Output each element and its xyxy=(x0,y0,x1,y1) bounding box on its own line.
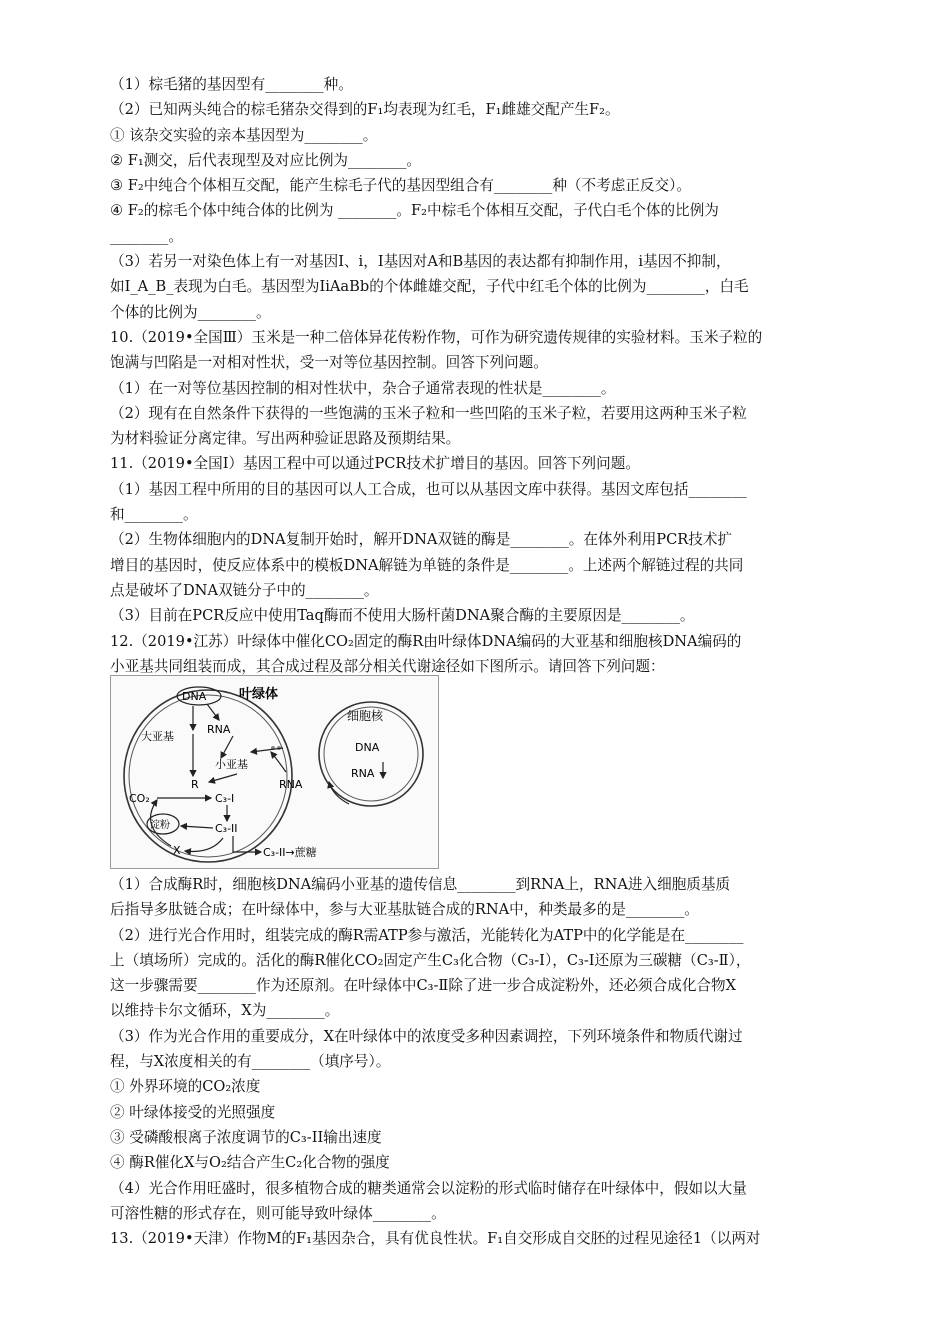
text-line: 为材料验证分离定律。写出两种验证思路及预期结果。 xyxy=(110,430,461,448)
text-line: 小亚基共同组装而成，其合成过程及部分相关代谢途径如下图所示。请回答下列问题： xyxy=(110,657,665,675)
text-line: 点是破坏了DNA双链分子中的________。 xyxy=(110,581,379,599)
text-line: 和________。 xyxy=(110,506,198,524)
question-12-title: 12.（2019•江苏）叶绿体中催化CO₂固定的酶R由叶绿体DNA编码的大亚基和细胞核DNA编码的 xyxy=(110,632,742,650)
text-line: 增目的基因时，使反应体系中的模板DNA解链为单链的条件是________。上述两个解链过程的共同 xyxy=(110,556,744,574)
text-line: 以维持卡尔文循环，X为________。 xyxy=(110,1002,340,1020)
question-10-title: 10.（2019•全国Ⅲ）玉米是一种二倍体异花传粉作物，可作为研究遗传规律的实验材料。玉米子粒的 xyxy=(110,328,763,346)
chloroplast-diagram xyxy=(110,675,439,869)
text-line: （3）目前在PCR反应中使用Taq酶而不使用大肠杆菌DNA聚合酶的主要原因是________。 xyxy=(110,607,695,625)
text-line: 上（填场所）完成的。活化的酶R催化CO₂固定产生C₃化合物（C₃-I），C₃-I还原为三碳糖（C₃-Ⅱ）， xyxy=(110,951,751,969)
text-line: （1）棕毛猪的基因型有________种。 xyxy=(110,76,353,93)
sucrose-export-label: C₃-II→蔗糖 xyxy=(263,846,317,859)
text-line: （2）现有在自然条件下获得的一些饱满的玉米子粒和一些凹陷的玉米子粒，若要用这两种玉米子粒 xyxy=(110,404,747,422)
co2-label: CO₂ xyxy=(129,792,150,805)
chloroplast-label: 叶绿体 xyxy=(239,687,279,702)
cytoplasm-rna-label: RNA xyxy=(279,778,303,791)
chloroplast-dna-label: DNA xyxy=(182,690,207,703)
text-line: 个体的比例为________。 xyxy=(110,303,271,321)
enzyme-r-label: R xyxy=(191,778,199,791)
text-line: 这一步骤需要________作为还原剂。在叶绿体中C₃-Ⅱ除了进一步合成淀粉外，还必须合成化合物X xyxy=(110,977,737,995)
text-line: （1）基因工程中所用的目的基因可以人工合成，也可以从基因文库中获得。基因文库包括________ xyxy=(110,480,747,498)
text-line: 可溶性糖的形式存在，则可能导致叶绿体________。 xyxy=(110,1204,446,1222)
question-13-title: 13.（2019•天津）作物M的F₁基因杂合，具有优良性状。F₁自交形成自交胚的过程见途径1（以两对 xyxy=(110,1230,761,1248)
text-line: （3）作为光合作用的重要成分，X在叶绿体中的浓度受多种因素调控，下列环境条件和物质代谢过 xyxy=(110,1027,743,1045)
compound-x-label: X xyxy=(173,844,181,857)
c3-i-label: C₃-I xyxy=(215,792,235,805)
text-line: ③ F₂中纯合个体相互交配，能产生棕毛子代的基因型组合有________种（不考虑正反交）。 xyxy=(110,177,691,195)
text-line: 程，与X浓度相关的有________（填序号）。 xyxy=(110,1053,391,1071)
large-subunit-label: 大亚基 xyxy=(141,730,174,743)
chloroplast-outline xyxy=(124,690,292,862)
option-3: ③ 受磷酸根离子浓度调节的C₃-II输出速度 xyxy=(110,1128,382,1146)
option-1: ① 外界环境的CO₂浓度 xyxy=(110,1078,261,1096)
text-line: （1）在一对等位基因控制的相对性状中，杂合子通常表现的性状是________。 xyxy=(110,379,616,397)
text-line: （2）已知两头纯合的棕毛猪杂交得到的F₁均表现为红毛，F₁雌雄交配产生F₂。 xyxy=(110,101,620,119)
question-11-title: 11.（2019•全国Ⅰ）基因工程中可以通过PCR技术扩增目的基因。回答下列问题。 xyxy=(110,455,640,473)
c3-ii-label: C₃-II xyxy=(215,822,238,835)
text-line: ④ F₂的棕毛个体中纯合体的比例为 ________。F₂中棕毛个体相互交配，子代白毛个体的比例为 xyxy=(110,202,719,220)
option-2: ② 叶绿体接受的光照强度 xyxy=(110,1103,276,1121)
text-line: ________。 xyxy=(110,227,183,245)
question-text-top xyxy=(110,72,845,679)
nucleus-rna-label: RNA xyxy=(351,767,375,780)
starch-label: 淀粉 xyxy=(150,820,170,831)
text-line: ① 该杂交实验的亲本基因型为________。 xyxy=(110,126,378,144)
text-line: ② F₁测交，后代表现型及对应比例为________。 xyxy=(110,151,421,169)
chloroplast-rna-label: RNA xyxy=(207,723,231,736)
nucleus-label: 细胞核 xyxy=(347,709,384,723)
question-text-bottom xyxy=(110,872,845,1251)
text-line: （1）合成酶R时，细胞核DNA编码小亚基的遗传信息________到RNA上，RNA进入细胞质基质 xyxy=(110,876,731,893)
text-line: （2）进行光合作用时，组装完成的酶R需ATP参与激活，光能转化为ATP中的化学能是在________ xyxy=(110,926,744,944)
text-line: （4）光合作用旺盛时，很多植物合成的糖类通常会以淀粉的形式临时储存在叶绿体中，假如以大量 xyxy=(110,1179,747,1197)
option-4: ④ 酶R催化X与O₂结合产生C₂化合物的强度 xyxy=(110,1154,390,1172)
text-line: （2）生物体细胞内的DNA复制开始时，解开DNA双链的酶是________。在体外利用PCR技术扩 xyxy=(110,531,733,549)
small-subunit-label: 小亚基 xyxy=(215,758,248,771)
text-line: 如I_A_B_表现为白毛。基因型为IiAaBb的个体雌雄交配，子代中红毛个体的比例为________，白毛 xyxy=(110,278,749,296)
text-line: （3）若另一对染色体上有一对基因I、i，I基因对A和B基因的表达都有抑制作用，i基因不抑制， xyxy=(110,253,731,271)
text-line: 饱满与凹陷是一对相对性状，受一对等位基因控制。回答下列问题。 xyxy=(110,354,548,372)
nucleus-dna-label: DNA xyxy=(355,741,380,754)
text-line: 后指导多肽链合成；在叶绿体中，参与大亚基肽链合成的RNA中，种类最多的是________。 xyxy=(110,901,699,919)
